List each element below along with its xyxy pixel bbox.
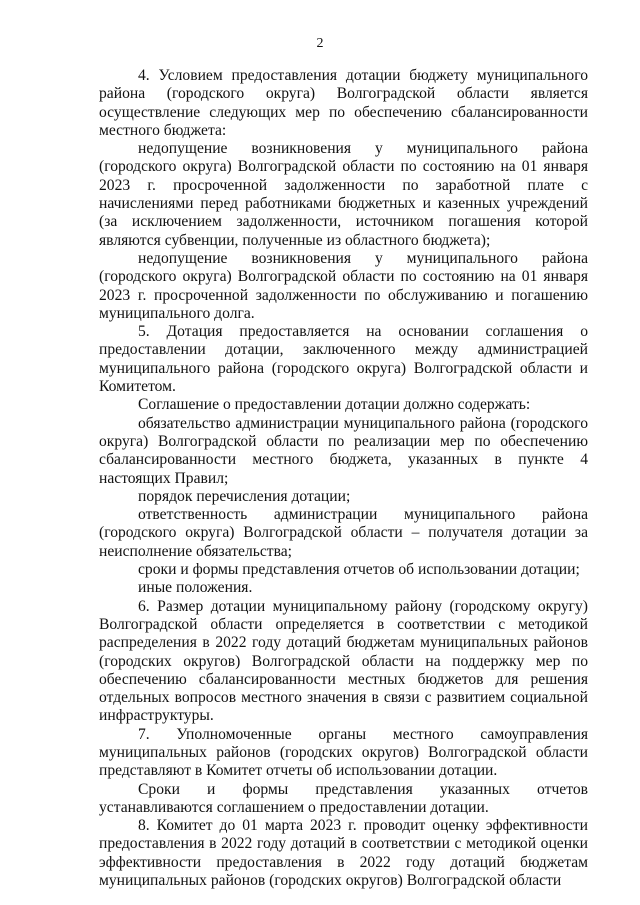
- paragraph-responsibility: ответственность администрации муниципального района (городского округа) Волгоградской области – получателя дотации за неисполнение обязательства;: [99, 506, 588, 560]
- paragraph-report-terms: сроки и формы представления отчетов об использовании дотации;: [138, 561, 580, 579]
- paragraph-transfer-order: порядок перечисления дотации;: [138, 487, 351, 505]
- paragraph-other-provisions: иные положения.: [138, 579, 253, 597]
- paragraph-condition-4: 4. Условием предоставления дотации бюджету муниципального района (городского округа) Волгоградской области является осуществление следующих мер по обеспечению сбалансированности местного бюджета:: [99, 67, 588, 139]
- paragraph-amount-6: 6. Размер дотации муниципальному району (городскому округу) Волгоградской области определяется в соответствии с методикой распределения в 2022 году дотаций бюджетам муниципальных районов (городских округов) Волгоградской области на поддержку мер по обеспечению сбалансированности местных бюджетов для решения отдельных вопросов местного значения в связи с развитием социальной инфраструктуры.: [99, 597, 588, 725]
- paragraph-reports-7: 7. Уполномоченные органы местного самоуправления муниципальных районов (городских округов) Волгоградской области представляют в Комитет отчеты об использовании дотации.: [99, 725, 588, 780]
- paragraph-agreement-contents: Соглашение о предоставлении дотации должно содержать:: [138, 396, 531, 414]
- paragraph-wage-arrears: недопущение возникновения у муниципального района (городского округа) Волгоградской области по состоянию на 01 января 2023 г. просроченной задолженности по заработной плате с начислениями перед работниками бюджетных и казенных учреждений (за исключением задолженности, источником погашения которой являются субвенции, полученные из областного бюджета);: [99, 140, 588, 249]
- paragraph-report-deadlines: Сроки и формы представления указанных отчетов устанавливаются соглашением о предоставлении дотации.: [99, 780, 588, 816]
- paragraph-agreement-5: 5. Дотация предоставляется на основании соглашения о предоставлении дотации, заключенного между администрацией муниципального района (городского округа) Волгоградской области и Комитетом.: [99, 323, 588, 396]
- paragraph-debt-arrears: недопущение возникновения у муниципального района (городского округа) Волгоградской области по состоянию на 01 января 2023 г. просроченной задолженности по обслуживанию и погашению муниципального долга.: [99, 249, 588, 322]
- document-body: [99, 67, 588, 890]
- paragraph-obligation: обязательство администрации муниципального района (городского округа) Волгоградской области по реализации мер по обеспечению сбалансированности местного бюджета, указанных в пункте 4 настоящих Правил;: [99, 414, 588, 487]
- paragraph-evaluation-8: 8. Комитет до 01 марта 2023 г. проводит оценку эффективности предоставления в 2022 году дотаций в соответствии с методикой оценки эффективности предоставления в 2022 году дотаций бюджетам муниципальных районов (городских округов) Волгоградской области: [99, 817, 588, 890]
- page-number: 2: [316, 36, 324, 51]
